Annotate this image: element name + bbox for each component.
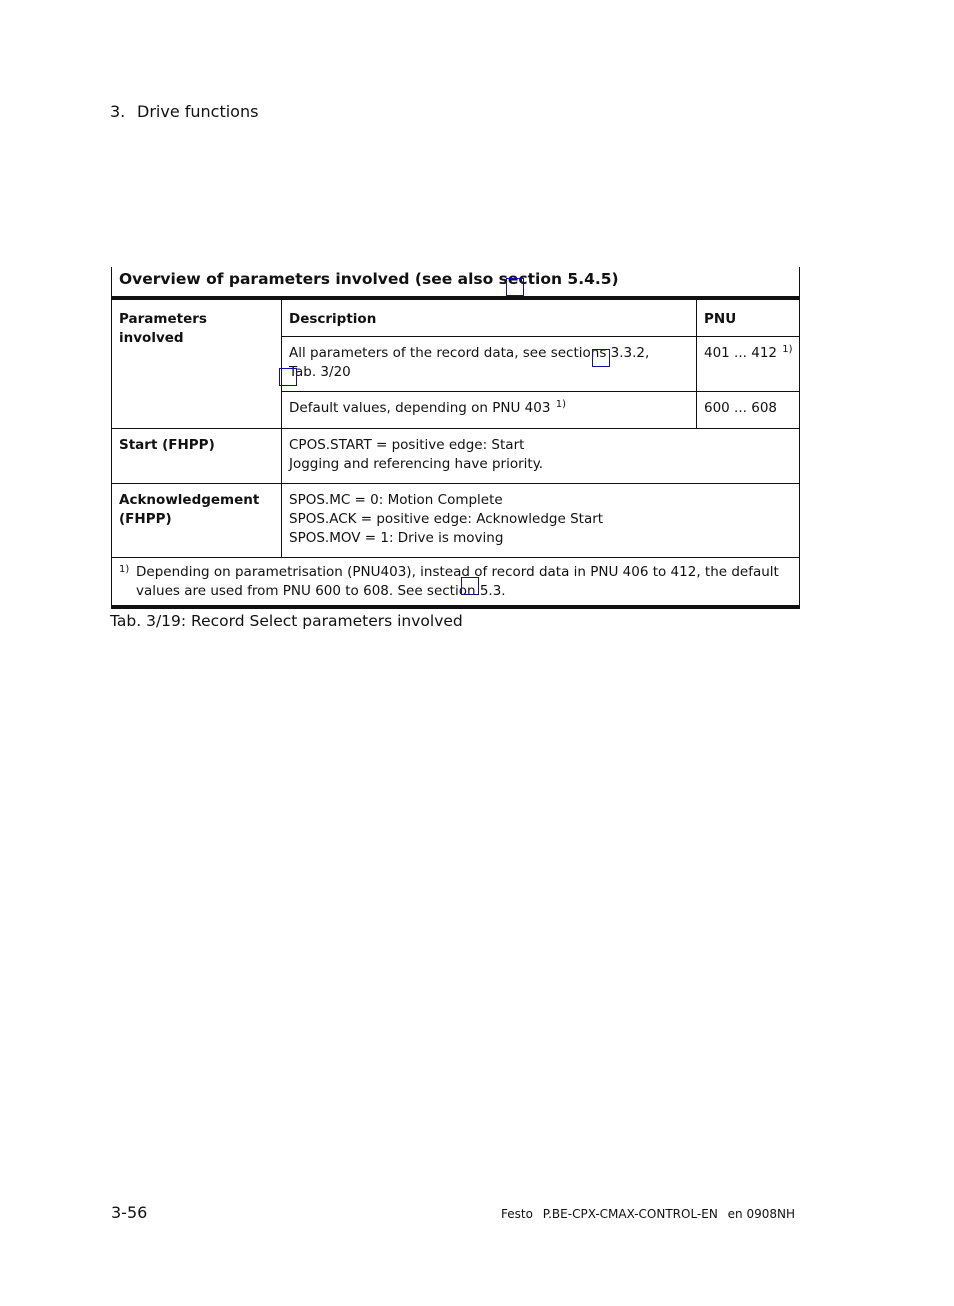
start-description xyxy=(282,429,800,484)
record-pnu-value: 401 ... 412 xyxy=(704,345,777,361)
chapter-title: Drive functions xyxy=(137,102,259,121)
params-involved-label: Parameters involved xyxy=(112,298,282,429)
document-id xyxy=(501,1207,795,1221)
pnu-header: PNU xyxy=(697,298,800,337)
page-number: 3-56 xyxy=(111,1203,148,1222)
ack-line: SPOS.ACK = positive edge: Acknowledge Start xyxy=(289,511,604,527)
start-line: Jogging and referencing have priority. xyxy=(289,456,544,472)
default-values-pnu: 600 ... 608 xyxy=(697,392,800,429)
chapter-heading xyxy=(110,102,258,121)
start-line: CPOS.START = positive edge: Start xyxy=(289,437,525,453)
footnote-row xyxy=(112,558,800,608)
table-caption: Tab. 3/19: Record Select parameters involved xyxy=(110,612,463,630)
record-data-description xyxy=(282,337,697,392)
acknowledgement-description xyxy=(282,484,800,558)
chapter-number: 3. xyxy=(110,102,126,121)
record-data-pnu xyxy=(697,337,800,392)
link-section-3-3-2[interactable] xyxy=(592,349,610,367)
parameters-table xyxy=(111,267,800,609)
footnote-line: Depending on parametrisation (PNU403), instead of record data in PNU 406 to 412, the default xyxy=(136,564,779,580)
acknowledgement-label xyxy=(112,484,282,558)
default-desc-text: Default values, depending on PNU 403 xyxy=(289,400,551,416)
ack-line: SPOS.MC = 0: Motion Complete xyxy=(289,492,503,508)
ack-label-line: (FHPP) xyxy=(119,511,172,527)
record-desc-line: All parameters of the record data, see sections 3.3.2, xyxy=(289,345,650,361)
ack-label-line: Acknowledgement xyxy=(119,492,260,508)
ack-line: SPOS.MOV = 1: Drive is moving xyxy=(289,530,504,546)
table-row xyxy=(112,298,800,337)
link-section-5-4-5[interactable] xyxy=(506,278,524,296)
publisher: Festo xyxy=(500,1207,533,1221)
table-title: Overview of parameters involved (see also section 5.4.5) xyxy=(112,267,800,298)
start-label: Start (FHPP) xyxy=(112,429,282,484)
lang-version: en 0908NH xyxy=(727,1207,795,1221)
table-row xyxy=(112,484,800,558)
footnote-ref: 1) xyxy=(555,399,566,410)
link-tab-3-20[interactable] xyxy=(279,368,297,386)
doc-code: P.BE-CPX-CMAX-CONTROL-EN xyxy=(542,1207,718,1221)
record-desc-line: Tab. 3/20 xyxy=(289,364,351,380)
footnote-line: values are used from PNU 600 to 608. See section 5.3. xyxy=(136,583,506,599)
footnote-ref: 1) xyxy=(782,344,793,355)
footnote xyxy=(112,558,800,608)
link-section-5-3[interactable] xyxy=(461,577,479,595)
default-values-description xyxy=(282,392,697,429)
footnote-mark: 1) xyxy=(119,564,130,575)
table-row xyxy=(112,429,800,484)
description-header: Description xyxy=(282,298,697,337)
table-title-row xyxy=(112,267,800,298)
